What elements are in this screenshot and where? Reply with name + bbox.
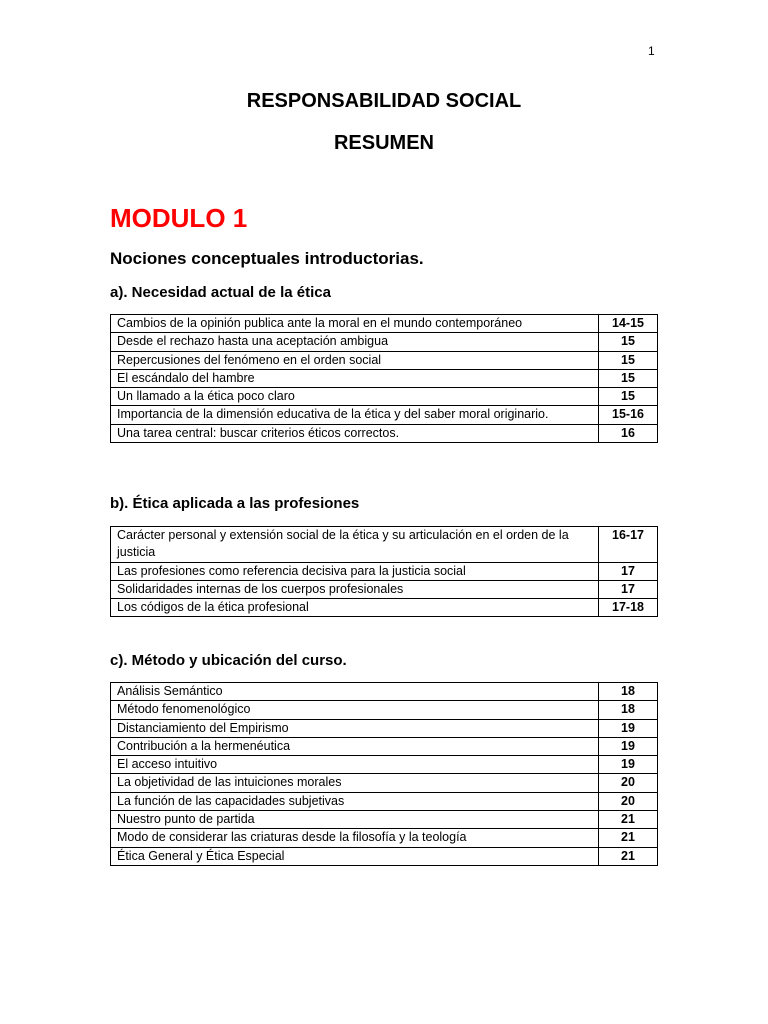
table-row bbox=[111, 527, 658, 563]
table-row bbox=[111, 847, 658, 865]
table-row bbox=[111, 719, 658, 737]
section-c-table bbox=[110, 682, 658, 866]
page-cell: 21 bbox=[599, 829, 658, 847]
page-number: 1 bbox=[648, 44, 655, 58]
topic-cell: Distanciamiento del Empirismo bbox=[111, 719, 599, 737]
table-row bbox=[111, 315, 658, 333]
table-row bbox=[111, 580, 658, 598]
table-row bbox=[111, 333, 658, 351]
table-row bbox=[111, 424, 658, 442]
page-cell: 19 bbox=[599, 719, 658, 737]
document-title: RESPONSABILIDAD SOCIAL bbox=[246, 90, 522, 112]
table-row bbox=[111, 756, 658, 774]
table-row bbox=[111, 388, 658, 406]
page-cell: 21 bbox=[599, 847, 658, 865]
topic-cell: El escándalo del hambre bbox=[111, 369, 599, 387]
page-cell: 18 bbox=[599, 683, 658, 701]
topic-cell: Importancia de la dimensión educativa de la ética y del saber moral originario. bbox=[111, 406, 599, 424]
table-row bbox=[111, 351, 658, 369]
page-cell: 18 bbox=[599, 701, 658, 719]
table-row bbox=[111, 369, 658, 387]
page-cell: 14-15 bbox=[599, 315, 658, 333]
table-row bbox=[111, 774, 658, 792]
page-cell: 21 bbox=[599, 811, 658, 829]
section-a-heading: a). Necesidad actual de la ética bbox=[110, 284, 331, 301]
page-cell: 17-18 bbox=[599, 599, 658, 617]
page-cell: 16 bbox=[599, 424, 658, 442]
topic-cell: Repercusiones del fenómeno en el orden social bbox=[111, 351, 599, 369]
topic-cell: Ética General y Ética Especial bbox=[111, 847, 599, 865]
table-row bbox=[111, 792, 658, 810]
topic-cell: Las profesiones como referencia decisiva para la justicia social bbox=[111, 562, 599, 580]
page-cell: 19 bbox=[599, 737, 658, 755]
topic-cell: Los códigos de la ética profesional bbox=[111, 599, 599, 617]
table-row bbox=[111, 701, 658, 719]
topic-cell: Carácter personal y extensión social de la ética y su articulación en el orden de la justicia bbox=[111, 527, 599, 563]
topic-cell: Una tarea central: buscar criterios éticos correctos. bbox=[111, 424, 599, 442]
section-c-heading: c). Método y ubicación del curso. bbox=[110, 652, 347, 669]
intro-heading: Nociones conceptuales introductorias. bbox=[110, 249, 424, 268]
section-b-table bbox=[110, 526, 658, 617]
table-row bbox=[111, 683, 658, 701]
page-cell: 17 bbox=[599, 580, 658, 598]
topic-cell: Cambios de la opinión publica ante la moral en el mundo contemporáneo bbox=[111, 315, 599, 333]
page-cell: 20 bbox=[599, 792, 658, 810]
table-row bbox=[111, 599, 658, 617]
topic-cell: Desde el rechazo hasta una aceptación ambigua bbox=[111, 333, 599, 351]
topic-cell: Contribución a la hermenéutica bbox=[111, 737, 599, 755]
topic-cell: Modo de considerar las criaturas desde la filosofía y la teología bbox=[111, 829, 599, 847]
topic-cell: Nuestro punto de partida bbox=[111, 811, 599, 829]
table-row bbox=[111, 811, 658, 829]
document-subtitle: RESUMEN bbox=[333, 132, 434, 154]
page-cell: 15-16 bbox=[599, 406, 658, 424]
page-cell: 15 bbox=[599, 388, 658, 406]
table-row bbox=[111, 562, 658, 580]
page-cell: 16-17 bbox=[599, 527, 658, 563]
section-a-table bbox=[110, 314, 658, 443]
page-cell: 17 bbox=[599, 562, 658, 580]
page-cell: 19 bbox=[599, 756, 658, 774]
table-row bbox=[111, 737, 658, 755]
table-row bbox=[111, 829, 658, 847]
topic-cell: Método fenomenológico bbox=[111, 701, 599, 719]
topic-cell: Un llamado a la ética poco claro bbox=[111, 388, 599, 406]
page-cell: 20 bbox=[599, 774, 658, 792]
page-cell: 15 bbox=[599, 351, 658, 369]
topic-cell: El acceso intuitivo bbox=[111, 756, 599, 774]
topic-cell: Análisis Semántico bbox=[111, 683, 599, 701]
topic-cell: Solidaridades internas de los cuerpos profesionales bbox=[111, 580, 599, 598]
topic-cell: La objetividad de las intuiciones morales bbox=[111, 774, 599, 792]
module-heading: MODULO 1 bbox=[110, 203, 248, 233]
page-cell: 15 bbox=[599, 333, 658, 351]
topic-cell: La función de las capacidades subjetivas bbox=[111, 792, 599, 810]
section-b-heading: b). Ética aplicada a las profesiones bbox=[110, 495, 360, 512]
page-cell: 15 bbox=[599, 369, 658, 387]
table-row bbox=[111, 406, 658, 424]
